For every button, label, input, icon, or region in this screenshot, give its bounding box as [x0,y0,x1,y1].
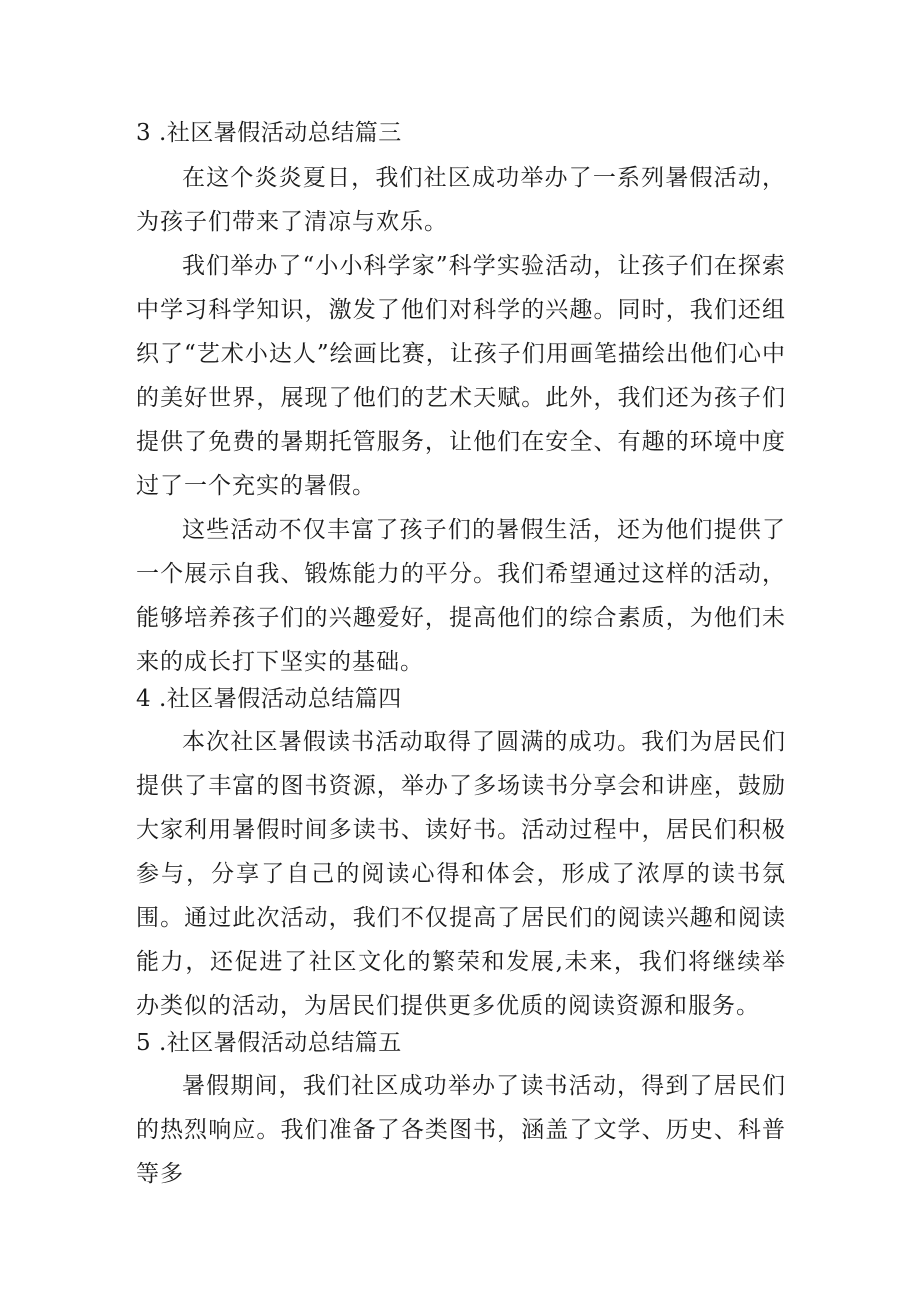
paragraph: 在这个炎炎夏日，我们社区成功举办了一系列暑假活动，为孩子们带来了清凉与欢乐。 [136,165,786,235]
paragraph: 暑假期间，我们社区成功举办了读书活动，得到了居民们的热烈响应。我们准备了各类图书，涵盖了文学、历史、科普等多 [136,1073,786,1187]
section-heading: 4 .社区暑假活动总结篇四 [136,686,402,712]
paragraph: 我们举办了“小小科学家”科学实验活动，让孩子们在探索中学习科学知识，激发了他们对科学的兴趣。同时，我们还组织了“艺术小达人”绘画比赛，让孩子们用画笔描绘出他们心中的美好世界，展现了他们的艺术天赋。此外，我们还为孩子们提供了免费的暑期托管服务，让他们在安全、有趣的环境中度过了一个充实的暑假。 [136,253,786,499]
paragraph: 本次社区暑假读书活动取得了圆满的成功。我们为居民们提供了丰富的图书资源，举办了多场读书分享会和讲座，鼓励大家利用暑假时间多读书、读好书。活动过程中，居民们积极参与，分享了自己的阅读心得和体会，形成了浓厚的读书氛围。通过此次活动，我们不仅提高了居民们的阅读兴趣和阅读能力，还促进了社区文化的繁荣和发展,未来，我们将继续举办类似的活动，为居民们提供更多优质的阅读资源和服务。 [136,729,786,1019]
section-heading: 3 .社区暑假活动总结篇三 [136,120,402,146]
section-heading: 5 .社区暑假活动总结篇五 [136,1030,402,1056]
paragraph: 这些活动不仅丰富了孩子们的暑假生活，还为他们提供了一个展示自我、锻炼能力的平分。我们希望通过这样的活动，能够培养孩子们的兴趣爱好，提高他们的综合素质，为他们未来的成长打下坚实的基础。 [136,517,786,675]
